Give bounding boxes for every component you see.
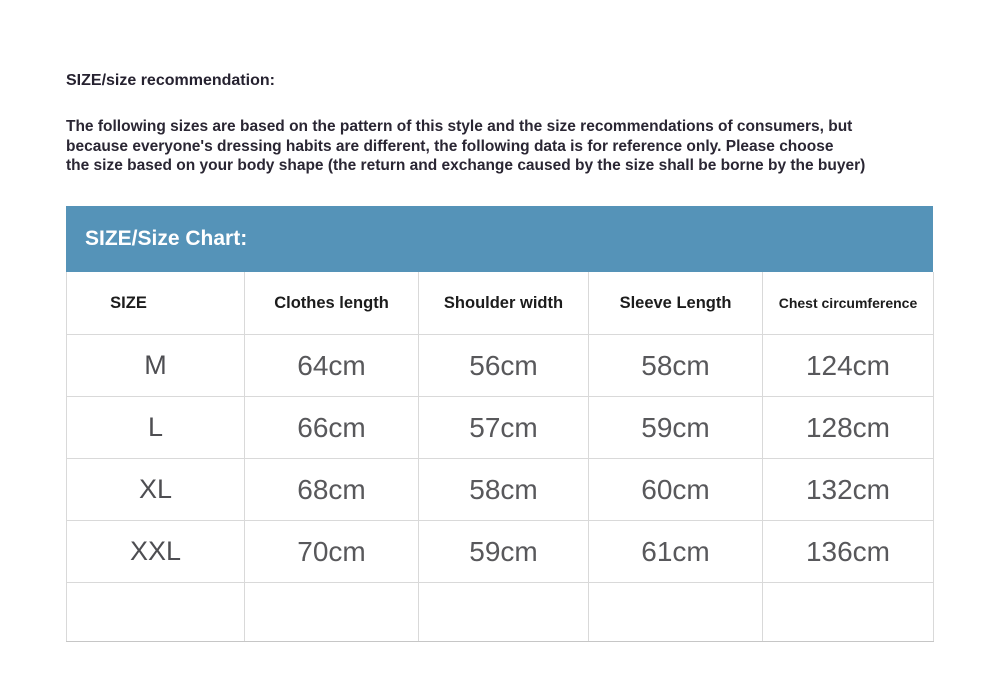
table-row-l [67,397,934,459]
table-cell: 70cm [245,521,419,583]
column-header-chest-circumference: Chest circumference [763,272,934,335]
table-cell: 64cm [245,335,419,397]
table-cell: 59cm [419,521,589,583]
table-cell: XXL [67,521,245,583]
table-cell: 57cm [419,397,589,459]
table-cell: 68cm [245,459,419,521]
table-cell: 60cm [589,459,763,521]
table-cell: 128cm [763,397,934,459]
column-header-sleeve-length: Sleeve Length [589,272,763,335]
table-cell: 66cm [245,397,419,459]
table-cell: 132cm [763,459,934,521]
disclaimer-line-2: because everyone's dressing habits are different, the following data is for reference only. Please choose [66,137,834,155]
column-header-clothes-length: Clothes length [245,272,419,335]
size-chart-table [66,272,934,643]
size-chart-banner-label: SIZE/Size Chart: [85,226,248,250]
size-chart-banner [66,206,933,272]
table-cell: L [67,397,245,459]
table-row-xl [67,459,934,521]
table-cell: 58cm [589,335,763,397]
table-cell: XL [67,459,245,521]
table-cell [763,583,934,642]
table-row-xxl [67,521,934,583]
disclaimer-line-3: the size based on your body shape (the return and exchange caused by the size shall be borne by the buyer) [66,157,866,175]
table-cell [245,583,419,642]
table-cell: 56cm [419,335,589,397]
table-cell: 59cm [589,397,763,459]
table-cell [589,583,763,642]
column-header-size: SIZE [67,272,245,335]
table-row-m [67,335,934,397]
disclaimer-line-1: The following sizes are based on the pattern of this style and the size recommendations of consumers, but [66,118,853,135]
table-cell: M [67,335,245,397]
size-recommendation-title: SIZE/size recommendation: [66,72,275,89]
size-disclaimer-paragraph [66,117,946,176]
table-row-empty [67,583,934,642]
column-header-shoulder-width: Shoulder width [419,272,589,335]
table-header-row [67,272,934,335]
table-cell: 136cm [763,521,934,583]
table-cell [67,583,245,642]
table-cell: 58cm [419,459,589,521]
table-cell: 61cm [589,521,763,583]
table-cell: 124cm [763,335,934,397]
table-cell [419,583,589,642]
